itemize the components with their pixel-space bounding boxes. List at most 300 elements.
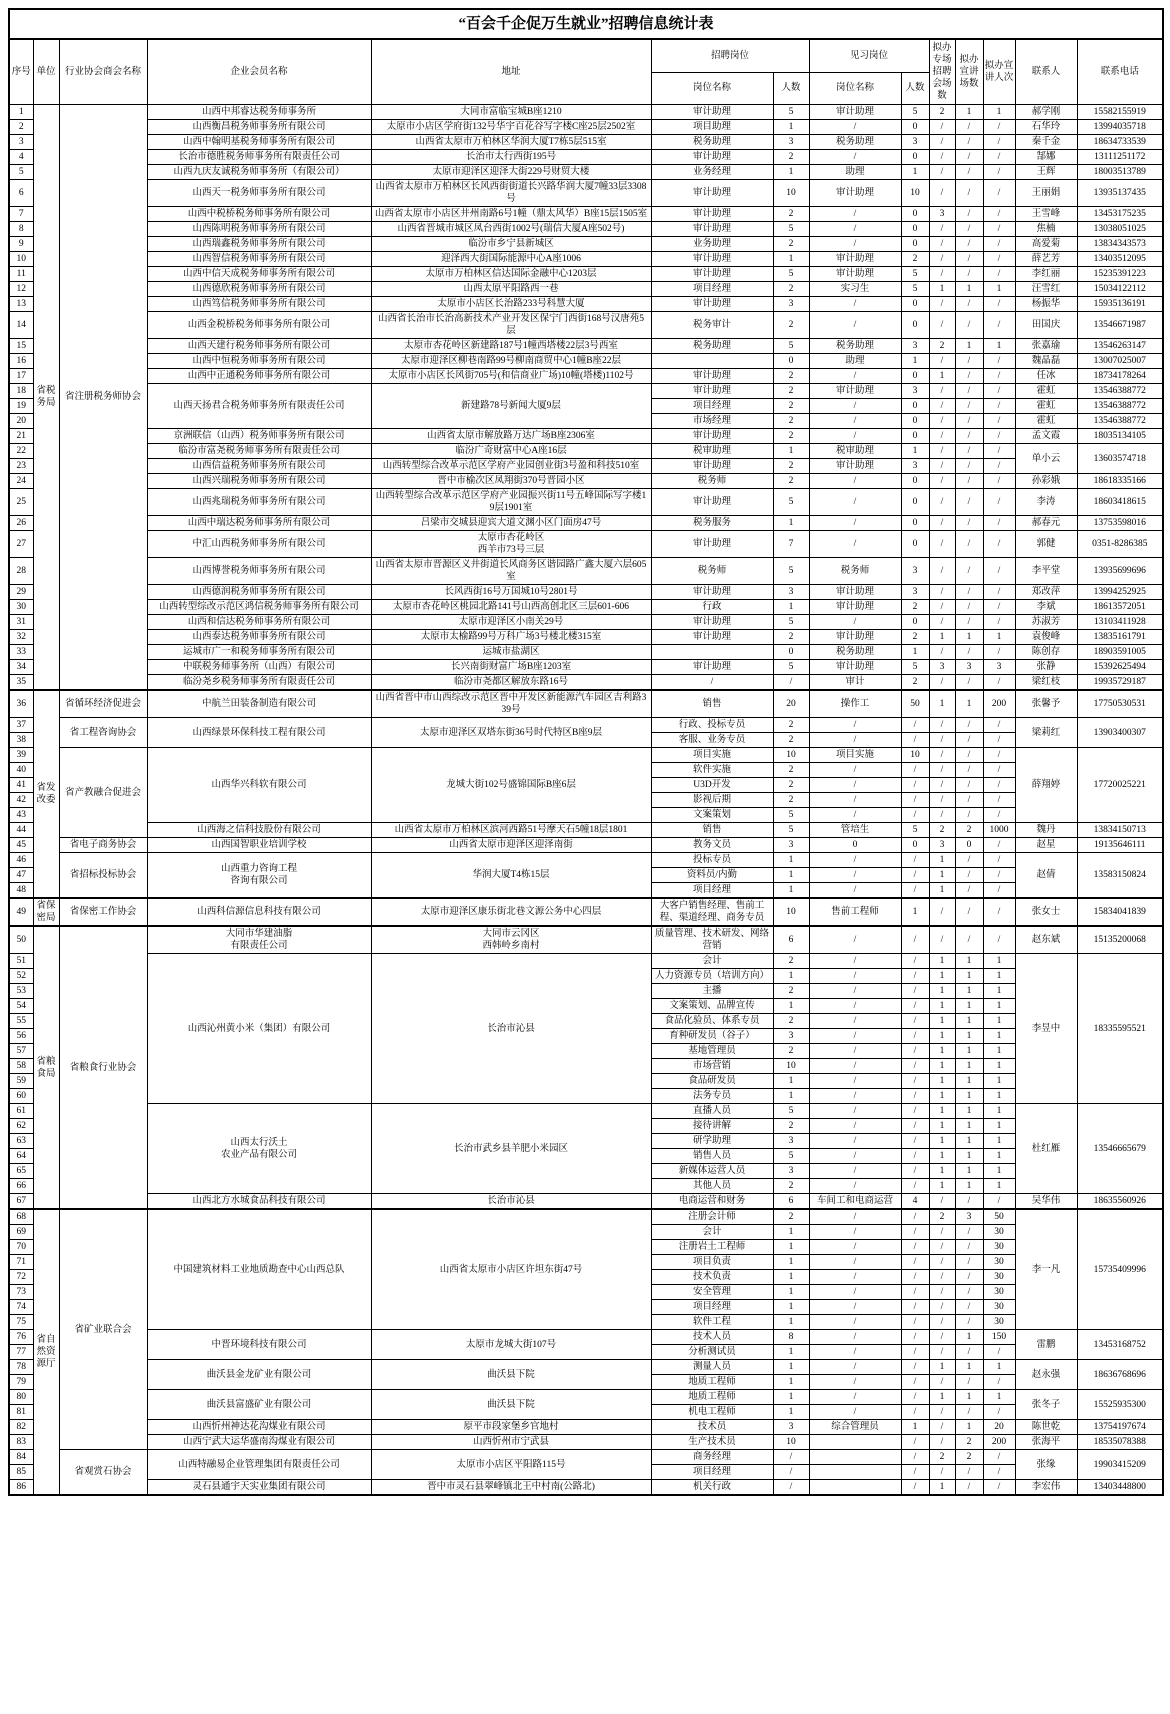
- attendees-count-cell: /: [983, 399, 1015, 414]
- attendees-count-cell: /: [983, 135, 1015, 150]
- job-count-cell: 5: [773, 1104, 809, 1119]
- job-count-cell: 5: [773, 267, 809, 282]
- intern-title-cell: /: [809, 1375, 901, 1390]
- address-cell: 临汾市乡宁县新城区: [371, 237, 651, 252]
- contact-cell: 王雪峰: [1015, 207, 1077, 222]
- job-count-cell: 1: [773, 1089, 809, 1104]
- intern-title-cell: /: [809, 1240, 901, 1255]
- intern-title-cell: /: [809, 926, 901, 954]
- sessions-count-cell: /: [955, 297, 983, 312]
- sessions-count-cell: 1: [955, 1420, 983, 1435]
- address-cell: 长兴南街财富广场B座1203室: [371, 660, 651, 675]
- intern-title-cell: 综合管理员: [809, 1420, 901, 1435]
- sessions-count-cell: /: [955, 763, 983, 778]
- row-number: 13: [9, 297, 33, 312]
- job-count-cell: 1: [773, 853, 809, 868]
- address-cell: 山西忻州市宁武县: [371, 1435, 651, 1450]
- sessions-count-cell: /: [955, 898, 983, 926]
- phone-cell: 18903591005: [1077, 645, 1163, 660]
- fairs-count-cell: 2: [929, 1450, 955, 1465]
- job-count-cell: 5: [773, 339, 809, 354]
- address-cell: 迎泽西大街国际能源中心A座1006: [371, 252, 651, 267]
- intern-count-cell: /: [901, 1179, 929, 1194]
- intern-title-cell: 项目实施: [809, 748, 901, 763]
- fairs-count-cell: /: [929, 237, 955, 252]
- sessions-count-cell: 1: [955, 969, 983, 984]
- sessions-count-cell: 1: [955, 1059, 983, 1074]
- phone-cell: 18535078388: [1077, 1435, 1163, 1450]
- sessions-count-cell: /: [955, 1315, 983, 1330]
- intern-count-cell: /: [901, 1315, 929, 1330]
- intern-count-cell: /: [901, 1330, 929, 1345]
- fairs-count-cell: 1: [929, 1164, 955, 1179]
- company-cell: 山西中翰明基税务师事务所有限公司: [147, 135, 371, 150]
- address-cell: 山西省晋中市山西综改示范区晋中开发区新能源汽车园区吉利路339号: [371, 690, 651, 718]
- job-title-cell: 销售: [651, 690, 773, 718]
- sessions-count-cell: /: [955, 1300, 983, 1315]
- attendees-count-cell: /: [983, 222, 1015, 237]
- address-cell: 临汾市尧都区解放东路16号: [371, 675, 651, 691]
- row-number: 78: [9, 1360, 33, 1375]
- sessions-count-cell: /: [955, 237, 983, 252]
- phone-cell: 18734178264: [1077, 369, 1163, 384]
- table-row: [9, 1360, 1163, 1375]
- job-title-cell: 审计助理: [651, 180, 773, 207]
- job-title-cell: 项目实施: [651, 748, 773, 763]
- address-cell: 大同市云冈区 西韩岭乡南村: [371, 926, 651, 954]
- contact-cell: 张嘉瑜: [1015, 339, 1077, 354]
- intern-title-cell: 税务师: [809, 558, 901, 585]
- intern-count-cell: 2: [901, 600, 929, 615]
- intern-title-cell: /: [809, 999, 901, 1014]
- fairs-count-cell: /: [929, 429, 955, 444]
- intern-title-cell: /: [809, 399, 901, 414]
- intern-count-cell: 0: [901, 489, 929, 516]
- job-count-cell: 2: [773, 733, 809, 748]
- contact-cell: 李涛: [1015, 489, 1077, 516]
- fairs-count-cell: /: [929, 1405, 955, 1420]
- association-cell: 省观赏石协会: [59, 1450, 147, 1496]
- attendees-count-cell: /: [983, 459, 1015, 474]
- intern-title-cell: /: [809, 516, 901, 531]
- intern-title-cell: /: [809, 763, 901, 778]
- job-title-cell: 项目经理: [651, 883, 773, 899]
- row-number: 17: [9, 369, 33, 384]
- fairs-count-cell: 1: [929, 1089, 955, 1104]
- intern-count-cell: /: [901, 1149, 929, 1164]
- intern-title-cell: 0: [809, 838, 901, 853]
- job-count-cell: 1: [773, 120, 809, 135]
- contact-cell: 张冬子: [1015, 1390, 1077, 1420]
- fairs-count-cell: /: [929, 748, 955, 763]
- job-title-cell: 审计助理: [651, 615, 773, 630]
- intern-count-cell: /: [901, 1225, 929, 1240]
- intern-title-cell: 售前工程师: [809, 898, 901, 926]
- attendees-count-cell: /: [983, 354, 1015, 369]
- job-count-cell: 1: [773, 883, 809, 899]
- contact-cell: 苏淑芳: [1015, 615, 1077, 630]
- phone-cell: 13754197674: [1077, 1420, 1163, 1435]
- intern-count-cell: /: [901, 868, 929, 883]
- job-count-cell: 1: [773, 516, 809, 531]
- fairs-count-cell: 1: [929, 1074, 955, 1089]
- contact-cell: 秦千金: [1015, 135, 1077, 150]
- fairs-count-cell: 2: [929, 1209, 955, 1225]
- fairs-count-cell: /: [929, 1435, 955, 1450]
- address-cell: 山西转型综合改革示范区学府产业园创业街3号盈和科技510室: [371, 459, 651, 474]
- row-number: 41: [9, 778, 33, 793]
- association-cell: 省招标投标协会: [59, 853, 147, 899]
- row-number: 73: [9, 1285, 33, 1300]
- intern-count-cell: /: [901, 1029, 929, 1044]
- attendees-count-cell: 1: [983, 1119, 1015, 1134]
- company-cell: 山西重力咨询工程 咨询有限公司: [147, 853, 371, 899]
- table-row: [9, 1104, 1163, 1119]
- attendees-count-cell: /: [983, 165, 1015, 180]
- table-row: [9, 429, 1163, 444]
- company-cell: 山西德欣税务师事务所有限公司: [147, 282, 371, 297]
- sessions-count-cell: 1: [955, 1330, 983, 1345]
- table-row: [9, 718, 1163, 733]
- contact-cell: 陈世乾: [1015, 1420, 1077, 1435]
- sessions-count-cell: 1: [955, 999, 983, 1014]
- address-cell: 山西省太原市小店区井州南路6号1幢（鼎太风华）B座15层1505室: [371, 207, 651, 222]
- sessions-count-cell: /: [955, 369, 983, 384]
- intern-count-cell: 0: [901, 369, 929, 384]
- address-cell: 太原市小店区长治路233号科慧大厦: [371, 297, 651, 312]
- job-count-cell: 2: [773, 1014, 809, 1029]
- association-cell: 省工程咨询协会: [59, 718, 147, 748]
- phone-cell: 13935699696: [1077, 558, 1163, 585]
- job-count-cell: 1: [773, 969, 809, 984]
- row-number: 28: [9, 558, 33, 585]
- sessions-count-cell: 1: [955, 1104, 983, 1119]
- fairs-count-cell: 1: [929, 282, 955, 297]
- phone-cell: 13546388772: [1077, 384, 1163, 399]
- attendees-count-cell: 1: [983, 954, 1015, 969]
- address-cell: 山西省太原市解放路万达广场B座2306室: [371, 429, 651, 444]
- intern-title-cell: 税务助理: [809, 339, 901, 354]
- fairs-count-cell: /: [929, 1465, 955, 1480]
- attendees-count-cell: 30: [983, 1270, 1015, 1285]
- address-cell: 龙城大街102号盛锦国际B座6层: [371, 748, 651, 823]
- job-count-cell: 2: [773, 954, 809, 969]
- sessions-count-cell: /: [955, 312, 983, 339]
- intern-title-cell: 管培生: [809, 823, 901, 838]
- attendees-count-cell: /: [983, 180, 1015, 207]
- intern-title-cell: 实习生: [809, 282, 901, 297]
- job-title-cell: 地质工程师: [651, 1375, 773, 1390]
- attendees-count-cell: /: [983, 1405, 1015, 1420]
- intern-count-cell: /: [901, 1119, 929, 1134]
- row-number: 59: [9, 1074, 33, 1089]
- sessions-count-cell: /: [955, 414, 983, 429]
- company-cell: 山西笃信税务师事务所有限公司: [147, 297, 371, 312]
- row-number: 20: [9, 414, 33, 429]
- unit-cell: 省自然资源厅: [33, 1209, 59, 1495]
- attendees-count-cell: 1: [983, 339, 1015, 354]
- phone-cell: 13583150824: [1077, 853, 1163, 899]
- phone-cell: 13935137435: [1077, 180, 1163, 207]
- phone-cell: 0351-8286385: [1077, 531, 1163, 558]
- job-title-cell: 人力资源专员（培训方向）: [651, 969, 773, 984]
- job-count-cell: 2: [773, 237, 809, 252]
- table-row: [9, 252, 1163, 267]
- row-number: 56: [9, 1029, 33, 1044]
- attendees-count-cell: 1: [983, 1104, 1015, 1119]
- company-cell: 山西德润税务师事务所有限公司: [147, 585, 371, 600]
- job-title-cell: 市场经理: [651, 414, 773, 429]
- job-title-cell: 审计助理: [651, 489, 773, 516]
- fairs-count-cell: /: [929, 615, 955, 630]
- address-cell: 长风西街16号万国城10号2801号: [371, 585, 651, 600]
- table-row: [9, 165, 1163, 180]
- phone-cell: 13546263147: [1077, 339, 1163, 354]
- intern-title-cell: /: [809, 150, 901, 165]
- intern-count-cell: 0: [901, 297, 929, 312]
- contact-cell: 吴华伟: [1015, 1194, 1077, 1210]
- intern-count-cell: 3: [901, 135, 929, 150]
- table-row: [9, 558, 1163, 585]
- job-count-cell: 5: [773, 808, 809, 823]
- intern-count-cell: /: [901, 1255, 929, 1270]
- association-cell: 省矿业联合会: [59, 1209, 147, 1450]
- company-cell: 中国建筑材料工业地质勘查中心山西总队: [147, 1209, 371, 1330]
- job-count-cell: 2: [773, 459, 809, 474]
- sessions-count-cell: /: [955, 778, 983, 793]
- col-header-fairs: 拟办专场招聘会场数: [929, 39, 955, 105]
- association-cell: 省保密工作协会: [59, 898, 147, 926]
- job-count-cell: 10: [773, 1059, 809, 1074]
- row-number: 24: [9, 474, 33, 489]
- sessions-count-cell: 0: [955, 838, 983, 853]
- job-count-cell: 3: [773, 297, 809, 312]
- row-number: 72: [9, 1270, 33, 1285]
- col-header-intern-name: 岗位名称: [809, 72, 901, 104]
- intern-count-cell: /: [901, 1360, 929, 1375]
- company-cell: 山西海之信科技股份有限公司: [147, 823, 371, 838]
- fairs-count-cell: 1: [929, 1480, 955, 1496]
- job-count-cell: 2: [773, 630, 809, 645]
- job-title-cell: 质量管理、技术研发、网络营销: [651, 926, 773, 954]
- attendees-count-cell: /: [983, 853, 1015, 868]
- col-header-phone: 联系电话: [1077, 39, 1163, 105]
- intern-count-cell: /: [901, 853, 929, 868]
- row-number: 29: [9, 585, 33, 600]
- job-count-cell: 1: [773, 165, 809, 180]
- intern-title-cell: /: [809, 1089, 901, 1104]
- address-cell: 山西省晋城市城区凤台西街1002号(瑞信大厦A座502号): [371, 222, 651, 237]
- fairs-count-cell: 1: [929, 1029, 955, 1044]
- intern-count-cell: /: [901, 969, 929, 984]
- attendees-count-cell: /: [983, 838, 1015, 853]
- row-number: 84: [9, 1450, 33, 1465]
- table-row: [9, 207, 1163, 222]
- sessions-count-cell: 1: [955, 954, 983, 969]
- intern-count-cell: 4: [901, 1194, 929, 1210]
- attendees-count-cell: 1: [983, 1134, 1015, 1149]
- attendees-count-cell: /: [983, 763, 1015, 778]
- sessions-count-cell: 1: [955, 630, 983, 645]
- attendees-count-cell: 50: [983, 1209, 1015, 1225]
- row-number: 68: [9, 1209, 33, 1225]
- contact-cell: 张海平: [1015, 1435, 1077, 1450]
- phone-cell: 15582155919: [1077, 105, 1163, 120]
- intern-title-cell: /: [809, 429, 901, 444]
- company-cell: 山西科信源信息科技有限公司: [147, 898, 371, 926]
- intern-title-cell: /: [809, 1345, 901, 1360]
- table-row: [9, 645, 1163, 660]
- phone-cell: 13403512095: [1077, 252, 1163, 267]
- unit-cell: 省保密局: [33, 898, 59, 926]
- col-header-company: 企业会员名称: [147, 39, 371, 105]
- sessions-count-cell: /: [955, 1480, 983, 1496]
- company-cell: 山西泰达税务师事务所有限公司: [147, 630, 371, 645]
- intern-title-cell: /: [809, 1300, 901, 1315]
- sessions-count-cell: 1: [955, 1360, 983, 1375]
- intern-count-cell: 3: [901, 459, 929, 474]
- attendees-count-cell: 1: [983, 1014, 1015, 1029]
- phone-cell: 15034122112: [1077, 282, 1163, 297]
- association-cell: 省循环经济促进会: [59, 690, 147, 718]
- sessions-count-cell: /: [955, 748, 983, 763]
- company-cell: 山西和信达税务师事务所有限公司: [147, 615, 371, 630]
- intern-title-cell: [809, 1435, 901, 1450]
- sessions-count-cell: 1: [955, 1149, 983, 1164]
- row-number: 48: [9, 883, 33, 899]
- intern-title-cell: /: [809, 1255, 901, 1270]
- intern-title-cell: /: [809, 1270, 901, 1285]
- attendees-count-cell: /: [983, 297, 1015, 312]
- company-cell: 京洲联信（山西）税务师事务所有限公司: [147, 429, 371, 444]
- contact-cell: 雷鹏: [1015, 1330, 1077, 1360]
- intern-count-cell: /: [901, 984, 929, 999]
- job-count-cell: /: [773, 1450, 809, 1465]
- fairs-count-cell: /: [929, 1285, 955, 1300]
- row-number: 3: [9, 135, 33, 150]
- intern-count-cell: 0: [901, 516, 929, 531]
- unit-cell: 省税务局: [33, 105, 59, 691]
- fairs-count-cell: /: [929, 414, 955, 429]
- address-cell: 太原市迎泽区双塔东街36号时代特区B座9层: [371, 718, 651, 748]
- intern-title-cell: 税务助理: [809, 645, 901, 660]
- phone-cell: 13546388772: [1077, 399, 1163, 414]
- company-cell: 大同市华建油脂 有限责任公司: [147, 926, 371, 954]
- table-row: [9, 105, 1163, 120]
- fairs-count-cell: /: [929, 120, 955, 135]
- intern-count-cell: /: [901, 733, 929, 748]
- sessions-count-cell: /: [955, 531, 983, 558]
- row-number: 15: [9, 339, 33, 354]
- sessions-count-cell: /: [955, 354, 983, 369]
- job-title-cell: 行政: [651, 600, 773, 615]
- attendees-count-cell: /: [983, 207, 1015, 222]
- fairs-count-cell: 1: [929, 1044, 955, 1059]
- job-title-cell: 主播: [651, 984, 773, 999]
- job-count-cell: 2: [773, 718, 809, 733]
- phone-cell: 17750530531: [1077, 690, 1163, 718]
- row-number: 26: [9, 516, 33, 531]
- company-cell: 山西中信天成税务师事务所有限公司: [147, 267, 371, 282]
- company-cell: 中航兰田装备制造有限公司: [147, 690, 371, 718]
- company-cell: 灵石县通宇天实业集团有限公司: [147, 1480, 371, 1496]
- intern-title-cell: /: [809, 868, 901, 883]
- table-row: [9, 748, 1163, 763]
- intern-title-cell: /: [809, 883, 901, 899]
- job-title-cell: 文案策划、品牌宣传: [651, 999, 773, 1014]
- fairs-count-cell: 1: [929, 1059, 955, 1074]
- job-count-cell: 1: [773, 1345, 809, 1360]
- row-number: 67: [9, 1194, 33, 1210]
- job-title-cell: 软件实施: [651, 763, 773, 778]
- table-row: [9, 1435, 1163, 1450]
- address-cell: 山西省太原市万柏林区滨河西路51号摩天石5幢18层1801: [371, 823, 651, 838]
- job-title-cell: 审计助理: [651, 150, 773, 165]
- job-title-cell: 审计助理: [651, 660, 773, 675]
- fairs-count-cell: 1: [929, 369, 955, 384]
- job-count-cell: 2: [773, 369, 809, 384]
- job-count-cell: 2: [773, 384, 809, 399]
- fairs-count-cell: /: [929, 1345, 955, 1360]
- row-number: 61: [9, 1104, 33, 1119]
- job-count-cell: /: [773, 1480, 809, 1496]
- intern-count-cell: 0: [901, 838, 929, 853]
- intern-count-cell: /: [901, 1300, 929, 1315]
- sessions-count-cell: /: [955, 733, 983, 748]
- sessions-count-cell: /: [955, 1285, 983, 1300]
- fairs-count-cell: /: [929, 267, 955, 282]
- job-count-cell: 1: [773, 1360, 809, 1375]
- job-title-cell: 育种研发员（谷子）: [651, 1029, 773, 1044]
- intern-count-cell: 5: [901, 282, 929, 297]
- fairs-count-cell: 1: [929, 1104, 955, 1119]
- fairs-count-cell: 1: [929, 1149, 955, 1164]
- intern-count-cell: 0: [901, 531, 929, 558]
- phone-cell: 18618335166: [1077, 474, 1163, 489]
- intern-title-cell: 审计助理: [809, 459, 901, 474]
- sessions-count-cell: 2: [955, 823, 983, 838]
- fairs-count-cell: /: [929, 222, 955, 237]
- sessions-count-cell: /: [955, 516, 983, 531]
- job-title-cell: 注册岩土工程师: [651, 1240, 773, 1255]
- intern-count-cell: 0: [901, 414, 929, 429]
- intern-count-cell: /: [901, 718, 929, 733]
- address-cell: 山西省太原市迎泽区迎泽南街: [371, 838, 651, 853]
- intern-title-cell: [809, 1450, 901, 1465]
- intern-count-cell: 5: [901, 660, 929, 675]
- row-number: 11: [9, 267, 33, 282]
- attendees-count-cell: /: [983, 748, 1015, 763]
- row-number: 2: [9, 120, 33, 135]
- sessions-count-cell: /: [955, 615, 983, 630]
- job-title-cell: 直播人员: [651, 1104, 773, 1119]
- intern-count-cell: /: [901, 999, 929, 1014]
- intern-count-cell: 2: [901, 675, 929, 691]
- sessions-count-cell: /: [955, 150, 983, 165]
- address-cell: 临汾广奇财富中心A座16层: [371, 444, 651, 459]
- job-count-cell: 3: [773, 1029, 809, 1044]
- unit-cell: 省发改委: [33, 690, 59, 898]
- recruitment-table: [8, 8, 1164, 1496]
- intern-count-cell: 0: [901, 150, 929, 165]
- phone-cell: 17720025221: [1077, 748, 1163, 823]
- intern-title-cell: 税审助理: [809, 444, 901, 459]
- address-cell: 太原市太榆路99号万科广场3号楼北楼315室: [371, 630, 651, 645]
- job-title-cell: 机电工程师: [651, 1405, 773, 1420]
- fairs-count-cell: 1: [929, 630, 955, 645]
- sessions-count-cell: 1: [955, 1134, 983, 1149]
- attendees-count-cell: /: [983, 120, 1015, 135]
